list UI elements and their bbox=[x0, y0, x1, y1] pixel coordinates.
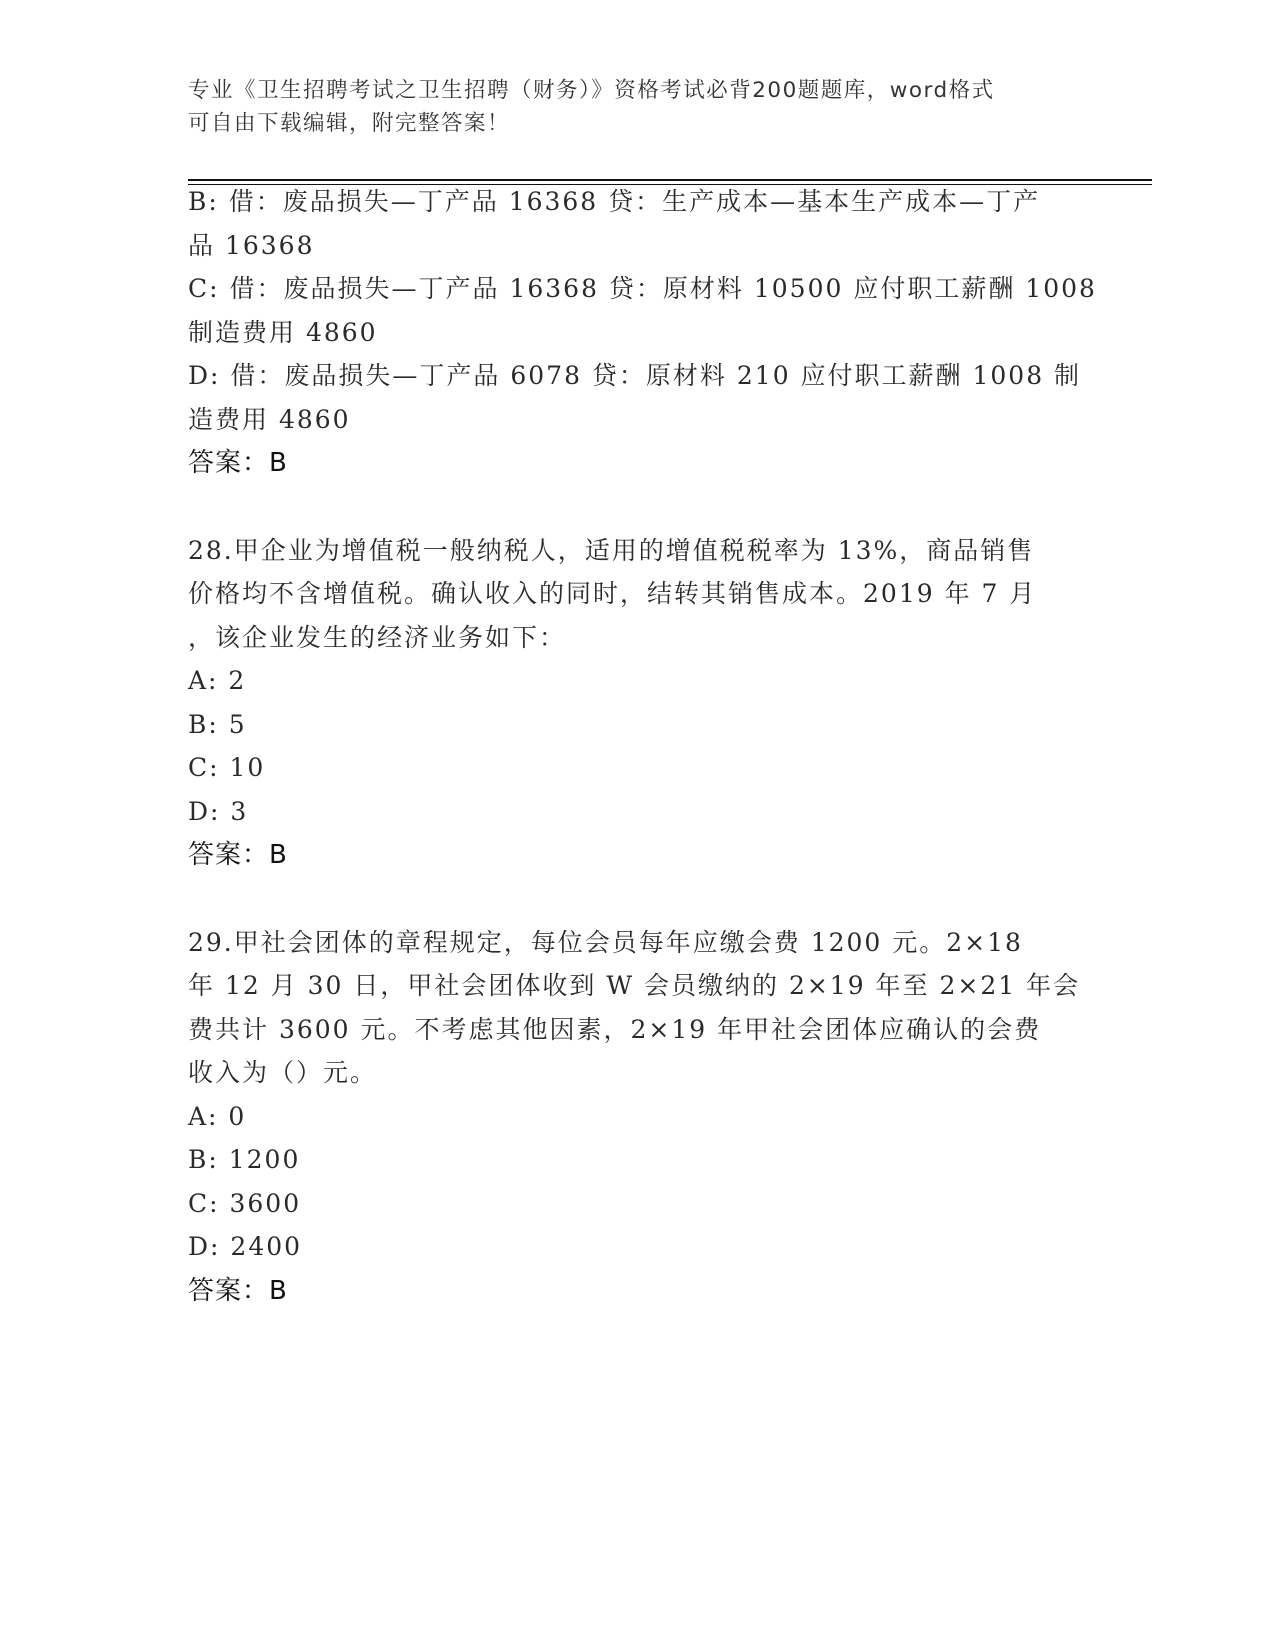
q27-option-c-line-1: C: 借：废品损失—丁产品 16368 贷：原材料 10500 应付职工薪酬 1008 bbox=[188, 274, 1097, 303]
q29-stem-line-2: 年 12 月 30 日，甲社会团体收到 W 会员缴纳的 2×19 年至 2×21 年会 bbox=[188, 971, 1081, 1000]
q27-option-b-line-1: B: 借：废品损失—丁产品 16368 贷：生产成本—基本生产成本—丁产 bbox=[188, 187, 1041, 216]
q27-option-b-line-2: 品 16368 bbox=[188, 231, 315, 260]
q28-stem-line-1: 28.甲企业为增值税一般纳税人，适用的增值税税率为 13%，商品销售 bbox=[188, 536, 1035, 565]
q28-stem-line-3: ，该企业发生的经济业务如下： bbox=[188, 623, 567, 652]
header-title-line-2: 可自由下载编辑，附完整答案！ bbox=[188, 111, 511, 136]
q29-stem-line-1: 29.甲社会团体的章程规定，每位会员每年应缴会费 1200 元。2×18 bbox=[188, 928, 1023, 957]
q29-option-a: A: 0 bbox=[188, 1102, 247, 1131]
q29-stem-line-3: 费共计 3600 元。不考虑其他因素，2×19 年甲社会团体应确认的会费 bbox=[188, 1015, 1042, 1044]
document-header bbox=[188, 74, 1068, 140]
q28-option-b: B: 5 bbox=[188, 710, 247, 739]
q29-answer: 答案：B bbox=[188, 1276, 288, 1306]
q28-option-a: A: 2 bbox=[188, 666, 247, 695]
q28-stem-line-2: 价格均不含增值税。确认收入的同时，结转其销售成本。2019 年 7 月 bbox=[188, 579, 1037, 608]
q28-option-d: D: 3 bbox=[188, 797, 249, 826]
q27-answer: 答案：B bbox=[188, 448, 288, 478]
q28-option-c: C: 10 bbox=[188, 753, 266, 782]
header-divider-thick bbox=[188, 179, 1152, 181]
q29-stem-line-4: 收入为（）元。 bbox=[188, 1058, 378, 1087]
q28-answer: 答案：B bbox=[188, 840, 288, 870]
q27-option-d-line-1: D: 借：废品损失—丁产品 6078 贷：原材料 210 应付职工薪酬 1008 制 bbox=[188, 361, 1082, 390]
q29-option-b: B: 1200 bbox=[188, 1145, 301, 1174]
q27-option-c-line-2: 制造费用 4860 bbox=[188, 318, 378, 347]
q27-option-d-line-2: 造费用 4860 bbox=[188, 405, 351, 434]
q29-option-c: C: 3600 bbox=[188, 1189, 302, 1218]
header-title-line-1: 专业《卫生招聘考试之卫生招聘（财务）》资格考试必背200题题库，word格式 bbox=[188, 78, 995, 103]
q29-option-d: D: 2400 bbox=[188, 1232, 303, 1261]
